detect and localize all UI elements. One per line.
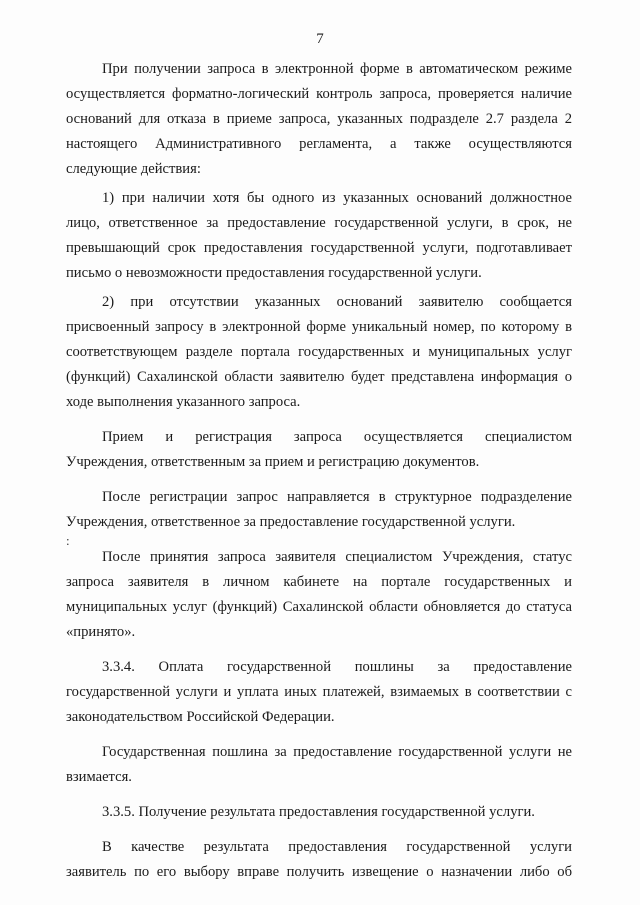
paragraph-line: После принятия запроса заявителя специалистом Учреждения, статус <box>102 549 572 565</box>
paragraph-line: В качестве результата предоставления государственной услуги <box>102 839 572 855</box>
paragraph-line: Прием и регистрация запроса осуществляется специалистом <box>102 429 572 445</box>
paragraph-line: осуществляется форматно-логический контроль запроса, проверяется наличие <box>66 86 572 102</box>
paragraph-line: Учреждения, ответственным за прием и регистрацию документов. <box>66 454 480 470</box>
paragraph-line: муниципальных услуг (функций) Сахалинской области обновляется до статуса <box>66 599 572 615</box>
paragraph-line: присвоенный запросу в электронной форме уникальный номер, по которому в <box>66 319 572 335</box>
section-heading-line: 3.3.5. Получение результата предоставления государственной услуги. <box>102 804 535 820</box>
paragraph-line: 2) при отсутствии указанных оснований заявителю сообщается <box>102 294 572 310</box>
paragraph-line: 3.3.4. Оплата государственной пошлины за предоставление <box>102 659 572 675</box>
paragraph-line: запроса заявителя в личном кабинете на портале государственных и <box>66 574 572 590</box>
paragraph-line: При получении запроса в электронной форме в автоматическом режиме <box>102 61 572 77</box>
paragraph-line: ходе выполнения указанного запроса. <box>66 394 301 410</box>
paragraph-line: оснований для отказа в приеме запроса, указанных подразделе 2.7 раздела 2 <box>66 111 572 127</box>
section-heading <box>66 800 572 825</box>
paragraph-line: настоящего Административного регламента, а также осуществляются <box>66 136 572 152</box>
document-body <box>66 57 572 885</box>
paragraph <box>66 740 572 790</box>
paragraph-line: законодательством Российской Федерации. <box>66 709 335 725</box>
paragraph <box>66 545 572 645</box>
paragraph-line: заявитель по его выбору вправе получить извещение о назначении либо об <box>66 864 572 880</box>
paragraph <box>66 290 572 415</box>
paragraph-line: (функций) Сахалинской области заявителю будет представлена информация о <box>66 369 572 385</box>
paragraph-line: Государственная пошлина за предоставление государственной услуги не <box>102 744 572 760</box>
paragraph <box>66 835 572 885</box>
paragraph-line: лицо, ответственное за предоставление государственной услуги, в срок, не <box>66 215 572 231</box>
paragraph-line: письмо о невозможности предоставления государственной услуги. <box>66 265 482 281</box>
paragraph-line: «принято». <box>66 624 136 640</box>
paragraph-line: соответствующем разделе портала государственных и муниципальных услуг <box>66 344 572 360</box>
margin-mark: : <box>66 533 70 548</box>
paragraph-line: государственной услуги и уплата иных платежей, взимаемых в соответствии с <box>66 684 572 700</box>
paragraph-line: следующие действия: <box>66 161 201 177</box>
page-number: 7 <box>316 31 324 47</box>
paragraph <box>66 186 572 286</box>
paragraph-line: взимается. <box>66 769 132 785</box>
paragraph-line: Учреждения, ответственное за предоставление государственной услуги. <box>66 514 516 530</box>
paragraph <box>66 57 572 182</box>
paragraph-line: превышающий срок предоставления государственной услуги, подготавливает <box>66 240 572 256</box>
paragraph-line: 1) при наличии хотя бы одного из указанных оснований должностное <box>102 190 572 206</box>
paragraph <box>66 485 572 535</box>
paragraph <box>66 655 572 730</box>
paragraph <box>66 425 572 475</box>
paragraph-line: После регистрации запрос направляется в структурное подразделение <box>102 489 572 505</box>
